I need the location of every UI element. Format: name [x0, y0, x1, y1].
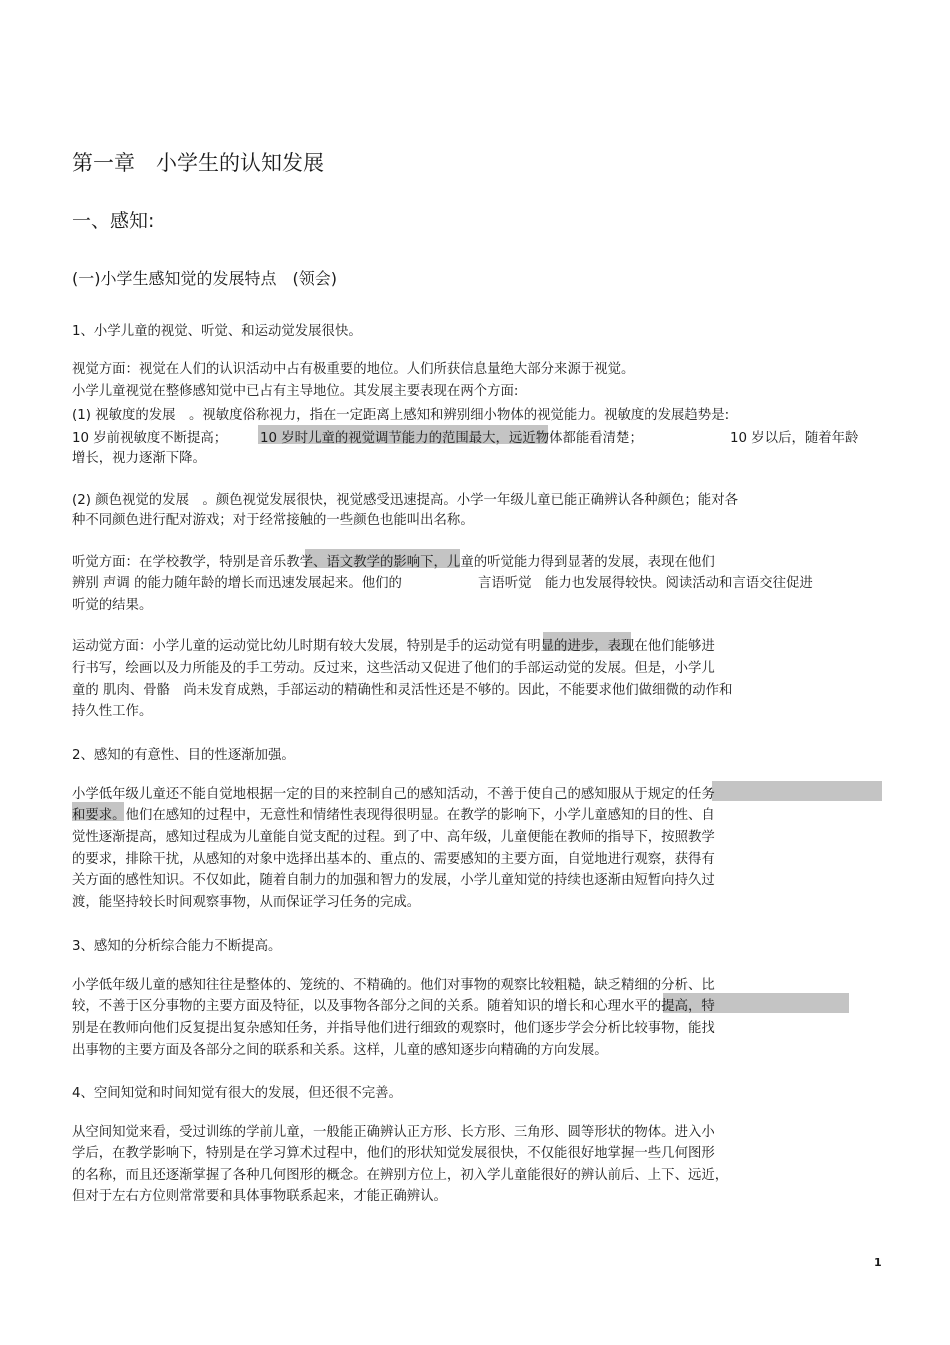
text-line: (1) 视敏度的发展 。视敏度俗称视力，指在一定距离上感知和辨别细小物体的视觉能力。视敏度的发展趋势是:	[72, 408, 730, 423]
chapter-title: 第一章 小学生的认知发展	[72, 151, 324, 175]
point-heading: 1、小学儿童的视觉、听觉、和运动觉发展很快。	[72, 324, 362, 339]
text-line: 关方面的感性知识。不仅如此，随着自制力的加强和智力的发展，小学儿童知觉的持续也逐渐由短暂向持久过	[72, 873, 715, 888]
highlight-mark	[712, 781, 882, 801]
text-line: 出事物的主要方面及各部分之间的联系和关系。这样，儿童的感知逐步向精确的方向发展。	[72, 1043, 608, 1058]
subsection-title: (一)小学生感知觉的发展特点 (领会)	[72, 269, 337, 288]
text-line: 小学低年级儿童的感知往往是整体的、笼统的、不精确的。他们对事物的观察比较粗糙，缺乏精细的分析、比	[72, 978, 715, 993]
text-line: 的要求，排除干扰，从感知的对象中选择出基本的、重点的、需要感知的主要方面，自觉地进行观察，获得有	[72, 852, 715, 867]
text-line: 视觉方面：视觉在人们的认识活动中占有极重要的地位。人们所获信息量绝大部分来源于视觉。	[72, 362, 635, 377]
point-heading: 2、感知的有意性、目的性逐渐加强。	[72, 748, 295, 763]
page-number: 1	[874, 1256, 882, 1269]
text-line: 但对于左右方位则常常要和具体事物联系起来，才能正确辨认。	[72, 1189, 447, 1204]
text-line: 行书写，绘画以及力所能及的手工劳动。反过来，这些活动又促进了他们的手部运动觉的发展。但是，小学儿	[72, 661, 715, 676]
text-line: 小学低年级儿童还不能自觉地根据一定的目的来控制自己的感知活动，不善于使自己的感知服从于规定的任务	[72, 787, 715, 802]
text-line: 渡，能坚持较长时间观察事物，从而保证学习任务的完成。	[72, 895, 421, 910]
text-line: 辨别 声调 的能力随年龄的增长而迅速发展起来。他们的	[72, 576, 402, 591]
text-line: 从空间知觉来看，受过训练的学前儿童，一般能正确辨认正方形、长方形、三角形、圆等形状的物体。进入小	[72, 1125, 715, 1140]
text-line: 10 岁以后，随着年龄	[730, 431, 859, 446]
text-line: 小学儿童视觉在整修感知觉中已占有主导地位。其发展主要表现在两个方面:	[72, 384, 519, 399]
text-line: 运动觉方面：小学儿童的运动觉比幼儿时期有较大发展，特别是手的运动觉有明显的进步，表现在他们能够进	[72, 639, 715, 654]
text-line: 10 岁时儿童的视觉调节能力的范围最大，远近物体都能看清楚；	[260, 431, 643, 446]
text-line: 持久性工作。	[72, 704, 153, 719]
text-line: 较，不善于区分事物的主要方面及特征，以及事物各部分之间的关系。随着知识的增长和心理水平的提高，特	[72, 999, 715, 1014]
text-line: 别是在教师向他们反复提出复杂感知任务，并指导他们进行细致的观察时，他们逐步学会分析比较事物，能找	[72, 1021, 715, 1036]
text-line: 的名称，而且还逐渐掌握了各种几何图形的概念。在辨别方位上，初入学儿童能很好的辨认前后、上下、远近，	[72, 1168, 729, 1183]
text-line: 听觉方面：在学校教学，特别是音乐教学、语文教学的影响下，儿童的听觉能力得到显著的发展，表现在他们	[72, 555, 715, 570]
text-line: 10 岁前视敏度不断提高；	[72, 431, 228, 446]
section-title: 一、感知:	[72, 210, 155, 232]
text-line: (2) 颜色视觉的发展 。颜色视觉发展很快，视觉感受迅速提高。小学一年级儿童已能正确辨认各种颜色；能对各	[72, 493, 738, 508]
text-line: 和要求。他们在感知的过程中，无意性和情绪性表现得很明显。在教学的影响下，小学儿童感知的目的性、自	[72, 808, 715, 823]
text-line: 学后，在教学影响下，特别是在学习算术过程中，他们的形状知觉发展很快，不仅能很好地掌握一些几何图形	[72, 1146, 715, 1161]
point-heading: 4、空间知觉和时间知觉有很大的发展，但还很不完善。	[72, 1086, 402, 1101]
text-line: 童的 肌肉、骨骼 尚未发育成熟，手部运动的精确性和灵活性还是不够的。因此，不能要求他们做细微的动作和	[72, 683, 733, 698]
text-line: 增长，视力逐渐下降。	[72, 451, 206, 466]
text-line: 种不同颜色进行配对游戏；对于经常接触的一些颜色也能叫出名称。	[72, 513, 474, 528]
text-line: 言语听觉 能力也发展得较快。阅读活动和言语交往促进	[478, 576, 813, 591]
point-heading: 3、感知的分析综合能力不断提高。	[72, 939, 282, 954]
text-line: 听觉的结果。	[72, 598, 153, 613]
text-line: 觉性逐渐提高，感知过程成为儿童能自觉支配的过程。到了中、高年级，儿童便能在教师的指导下，按照教学	[72, 830, 715, 845]
